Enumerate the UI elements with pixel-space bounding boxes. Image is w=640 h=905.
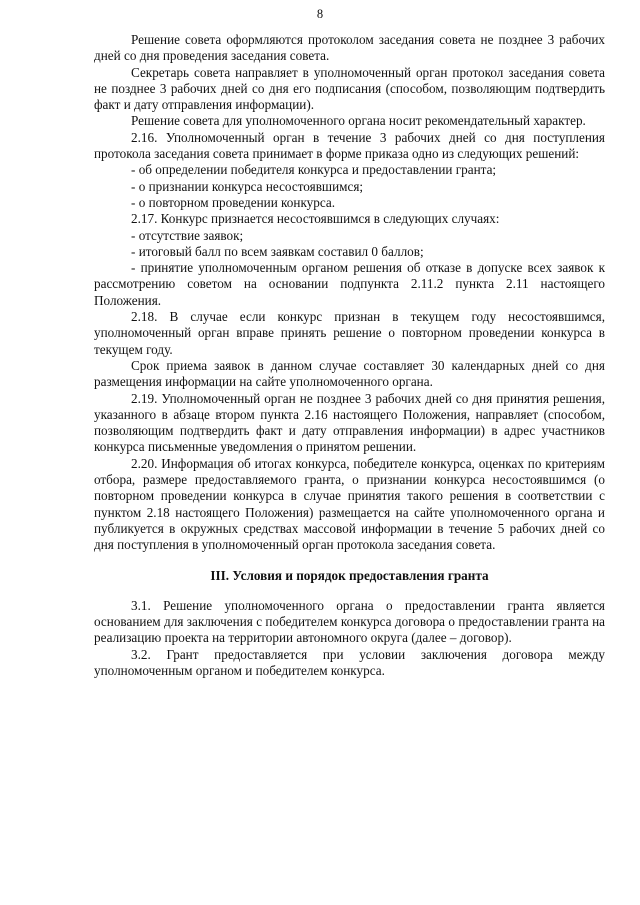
list-item: - о повторном проведении конкурса.: [131, 194, 336, 210]
clause-3-1: 3.1. Решение уполномоченного органа о предоставлении гранта является основанием для заключения с победителем конкурса договора о предоставлении гранта на реализацию проекта на территории автономного округа (далее – договор).: [94, 597, 605, 646]
list-item: - о признании конкурса несостоявшимся;: [131, 178, 364, 194]
clause-2-16: 2.16. Уполномоченный орган в течение 3 рабочих дней со дня поступления протокола заседания совета принимает в форме приказа одно из следующих решений:: [94, 129, 605, 162]
paragraph: Решение совета для уполномоченного органа носит рекомендательный характер.: [131, 113, 586, 129]
paragraph: Секретарь совета направляет в уполномоченный орган протокол заседания совета не позднее 3 рабочих дней со дня его подписания (способом, позволяющим подтвердить факт и дату отправления информации).: [94, 64, 605, 113]
list-item: - отсутствие заявок;: [131, 227, 244, 243]
section-heading: III. Условия и порядок предоставления гранта: [210, 567, 489, 583]
clause-2-18: 2.18. В случае если конкурс признан в текущем году несостоявшимся, уполномоченный орган вправе принять решение о повторном проведении конкурса в текущем году.: [94, 309, 605, 357]
page-number: 8: [316, 7, 324, 21]
document-body: [94, 32, 605, 679]
list-item: - итоговый балл по всем заявкам составил 0 баллов;: [131, 243, 424, 259]
clause-2-17: 2.17. Конкурс признается несостоявшимся в следующих случаях:: [131, 211, 500, 227]
clause-2-19: 2.19. Уполномоченный орган не позднее 3 рабочих дней со дня принятия решения, указанного в абзаце втором пункта 2.16 настоящего Положения, направляет (способом, позволяющим подтвердить факт и дату отправления информации) в адрес участников конкурса письменные уведомления о принятом решении.: [94, 390, 605, 455]
list-item: - об определении победителя конкурса и предоставлении гранта;: [131, 162, 497, 178]
paragraph: Решение совета оформляются протоколом заседания совета не позднее 3 рабочих дней со дня проведения заседания совета.: [94, 32, 605, 64]
clause-3-2: 3.2. Грант предоставляется при условии заключения договора между уполномоченным органом и победителем конкурса.: [94, 646, 605, 678]
list-item: - принятие уполномоченным органом решения об отказе в допуске всех заявок к рассмотрению советом на основании подпункта 2.11.2 пункта 2.11 настоящего Положения.: [94, 260, 605, 308]
clause-2-20: 2.20. Информация об итогах конкурса, победителе конкурса, оценках по критериям отбора, размере предоставляемого гранта, о признании конкурса несостоявшимся (о повторном проведении конкурса в случае принятия такого решения в соответствии с пунктом 2.18 настоящего Положения) размещается на сайте уполномоченного органа и публикуется в окружных средствах массовой информации в течение 5 рабочих дней со дня поступления в уполномоченный орган протокола заседания совета.: [94, 455, 605, 553]
paragraph: Срок приема заявок в данном случае составляет 30 календарных дней со дня размещения информации на сайте уполномоченного органа.: [94, 357, 605, 390]
